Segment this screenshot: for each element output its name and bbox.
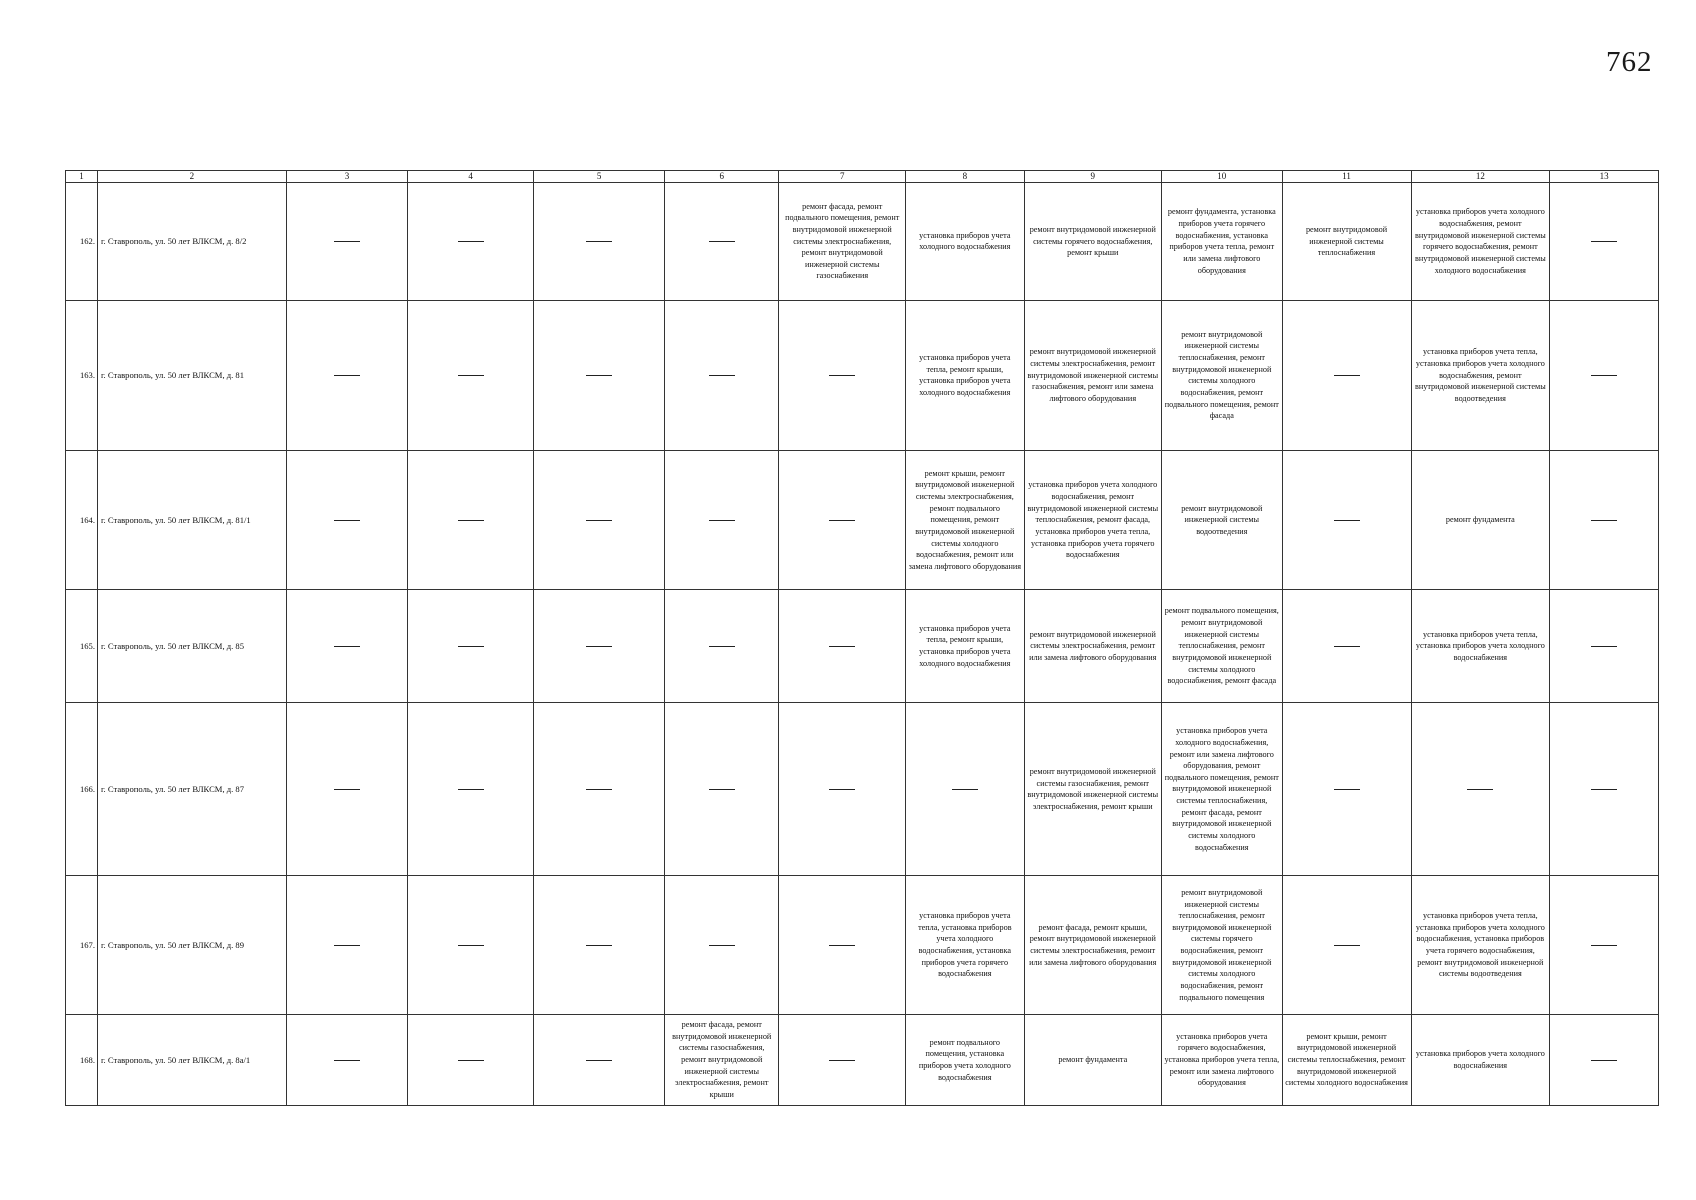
column-header: 8 — [906, 171, 1024, 183]
empty-cell — [779, 703, 906, 876]
dash-mark — [586, 520, 612, 521]
works-cell: ремонт внутридомовой инженерной системы теплоснабжения — [1282, 183, 1411, 300]
empty-cell — [779, 451, 906, 590]
address-cell: г. Ставрополь, ул. 50 лет ВЛКСМ, д. 81 — [97, 300, 286, 451]
empty-cell — [286, 183, 408, 300]
empty-cell — [534, 451, 665, 590]
dash-mark — [1591, 1060, 1617, 1061]
dash-mark — [1591, 241, 1617, 242]
works-table — [65, 170, 1659, 1106]
dash-mark — [709, 646, 735, 647]
dash-mark — [334, 945, 360, 946]
works-cell: ремонт внутридомовой инженерной системы газоснабжения, ремонт внутридомовой инженерной системы электроснабжения, ремонт крыши — [1024, 703, 1162, 876]
works-cell: ремонт внутридомовой инженерной системы горячего водоснабжения, ремонт крыши — [1024, 183, 1162, 300]
dash-mark — [586, 945, 612, 946]
dash-mark — [1334, 520, 1360, 521]
empty-cell — [408, 703, 534, 876]
dash-mark — [586, 646, 612, 647]
column-header: 12 — [1411, 171, 1550, 183]
dash-mark — [829, 375, 855, 376]
row-number: 166. — [66, 703, 98, 876]
empty-cell — [1282, 876, 1411, 1015]
dash-mark — [458, 1060, 484, 1061]
row-number: 168. — [66, 1014, 98, 1105]
works-cell: ремонт фасада, ремонт крыши, ремонт внутридомовой инженерной системы электроснабжения, ремонт или замена лифтового оборудования — [1024, 876, 1162, 1015]
works-cell: установка приборов учета холодного водоснабжения — [906, 183, 1024, 300]
works-cell: установка приборов учета холодного водоснабжения, ремонт внутридомовой инженерной системы теплоснабжения, ремонт фасада, установка приборов учета тепла, установка приборов учета горячего водоснабжения — [1024, 451, 1162, 590]
row-number: 163. — [66, 300, 98, 451]
column-header: 3 — [286, 171, 408, 183]
dash-mark — [458, 520, 484, 521]
empty-cell — [534, 703, 665, 876]
dash-mark — [334, 375, 360, 376]
table-row — [66, 183, 1659, 300]
works-cell: ремонт крыши, ремонт внутридомовой инженерной системы электроснабжения, ремонт подвального помещения, ремонт внутридомовой инженерной системы холодного водоснабжения, ремонт или замена лифтового оборудования — [906, 451, 1024, 590]
row-number: 165. — [66, 589, 98, 702]
empty-cell — [1411, 703, 1550, 876]
dash-mark — [586, 789, 612, 790]
dash-mark — [334, 1060, 360, 1061]
empty-cell — [1550, 300, 1659, 451]
column-header: 11 — [1282, 171, 1411, 183]
empty-cell — [1550, 589, 1659, 702]
works-cell: установка приборов учета тепла, ремонт крыши, установка приборов учета холодного водоснабжения — [906, 589, 1024, 702]
empty-cell — [779, 876, 906, 1015]
dash-mark — [586, 241, 612, 242]
column-header: 10 — [1162, 171, 1282, 183]
address-cell: г. Ставрополь, ул. 50 лет ВЛКСМ, д. 81/1 — [97, 451, 286, 590]
works-cell: установка приборов учета горячего водоснабжения, установка приборов учета тепла, ремонт или замена лифтового оборудования — [1162, 1014, 1282, 1105]
works-cell: установка приборов учета холодного водоснабжения, ремонт внутридомовой инженерной системы горячего водоснабжения, ремонт внутридомовой инженерной системы холодного водоснабжения — [1411, 183, 1550, 300]
dash-mark — [1591, 646, 1617, 647]
empty-cell — [779, 300, 906, 451]
empty-cell — [286, 703, 408, 876]
address-cell: г. Ставрополь, ул. 50 лет ВЛКСМ, д. 8а/1 — [97, 1014, 286, 1105]
empty-cell — [286, 589, 408, 702]
dash-mark — [334, 789, 360, 790]
dash-mark — [709, 520, 735, 521]
dash-mark — [709, 945, 735, 946]
address-cell: г. Ставрополь, ул. 50 лет ВЛКСМ, д. 87 — [97, 703, 286, 876]
empty-cell — [1282, 300, 1411, 451]
table-row — [66, 300, 1659, 451]
works-cell: ремонт крыши, ремонт внутридомовой инженерной системы теплоснабжения, ремонт внутридомовой инженерной системы холодного водоснабжения — [1282, 1014, 1411, 1105]
empty-cell — [906, 703, 1024, 876]
dash-mark — [586, 375, 612, 376]
works-cell: ремонт фундамента — [1024, 1014, 1162, 1105]
empty-cell — [1550, 183, 1659, 300]
row-number: 162. — [66, 183, 98, 300]
empty-cell — [665, 589, 779, 702]
address-cell: г. Ставрополь, ул. 50 лет ВЛКСМ, д. 89 — [97, 876, 286, 1015]
empty-cell — [408, 1014, 534, 1105]
dash-mark — [829, 1060, 855, 1061]
dash-mark — [1591, 789, 1617, 790]
empty-cell — [408, 451, 534, 590]
row-number: 167. — [66, 876, 98, 1015]
empty-cell — [286, 451, 408, 590]
dash-mark — [1334, 945, 1360, 946]
empty-cell — [534, 589, 665, 702]
empty-cell — [408, 589, 534, 702]
works-cell: установка приборов учета холодного водоснабжения — [1411, 1014, 1550, 1105]
dash-mark — [952, 789, 978, 790]
works-cell: ремонт фундамента, установка приборов учета горячего водоснабжения, установка приборов учета тепла, ремонт или замена лифтового оборудования — [1162, 183, 1282, 300]
works-cell: ремонт фасада, ремонт внутридомовой инженерной системы газоснабжения, ремонт внутридомовой инженерной системы электроснабжения, ремонт крыши — [665, 1014, 779, 1105]
dash-mark — [334, 646, 360, 647]
empty-cell — [665, 451, 779, 590]
empty-cell — [408, 876, 534, 1015]
page-number: 762 — [1606, 46, 1653, 78]
dash-mark — [458, 646, 484, 647]
dash-mark — [334, 241, 360, 242]
works-cell: ремонт внутридомовой инженерной системы теплоснабжения, ремонт внутридомовой инженерной системы холодного водоснабжения, ремонт подвального помещения, ремонт фасада — [1162, 300, 1282, 451]
empty-cell — [286, 1014, 408, 1105]
dash-mark — [829, 945, 855, 946]
dash-mark — [709, 789, 735, 790]
dash-mark — [1334, 375, 1360, 376]
dash-mark — [458, 241, 484, 242]
empty-cell — [286, 876, 408, 1015]
works-cell: ремонт фасада, ремонт подвального помещения, ремонт внутридомовой инженерной системы электроснабжения, ремонт внутридомовой инженерной системы газоснабжения — [779, 183, 906, 300]
table-body — [66, 171, 1659, 1106]
empty-cell — [779, 589, 906, 702]
empty-cell — [665, 703, 779, 876]
column-header: 2 — [97, 171, 286, 183]
empty-cell — [665, 300, 779, 451]
empty-cell — [534, 876, 665, 1015]
table-row — [66, 876, 1659, 1015]
works-cell: ремонт внутридомовой инженерной системы электроснабжения, ремонт внутридомовой инженерной системы газоснабжения, ремонт или замена лифтового оборудования — [1024, 300, 1162, 451]
empty-cell — [1550, 703, 1659, 876]
empty-cell — [665, 183, 779, 300]
column-header: 1 — [66, 171, 98, 183]
address-cell: г. Ставрополь, ул. 50 лет ВЛКСМ, д. 85 — [97, 589, 286, 702]
empty-cell — [1282, 451, 1411, 590]
table-row — [66, 703, 1659, 876]
table-row — [66, 589, 1659, 702]
empty-cell — [1550, 1014, 1659, 1105]
empty-cell — [408, 183, 534, 300]
dash-mark — [1591, 520, 1617, 521]
dash-mark — [1467, 789, 1493, 790]
works-cell: установка приборов учета тепла, установка приборов учета холодного водоснабжения, ремонт внутридомовой инженерной системы водоотведения — [1411, 300, 1550, 451]
empty-cell — [534, 300, 665, 451]
dash-mark — [1591, 375, 1617, 376]
empty-cell — [286, 300, 408, 451]
address-cell: г. Ставрополь, ул. 50 лет ВЛКСМ, д. 8/2 — [97, 183, 286, 300]
row-number: 164. — [66, 451, 98, 590]
empty-cell — [779, 1014, 906, 1105]
dash-mark — [1591, 945, 1617, 946]
empty-cell — [1282, 589, 1411, 702]
dash-mark — [1334, 646, 1360, 647]
column-header: 5 — [534, 171, 665, 183]
column-header: 4 — [408, 171, 534, 183]
dash-mark — [586, 1060, 612, 1061]
works-cell: ремонт подвального помещения, установка приборов учета холодного водоснабжения — [906, 1014, 1024, 1105]
works-cell: ремонт фундамента — [1411, 451, 1550, 590]
works-cell: установка приборов учета холодного водоснабжения, ремонт или замена лифтового оборудования, ремонт подвального помещения, ремонт внутридомовой инженерной системы теплоснабжения, ремонт фасада, ремонт внутридомовой инженерной системы холодного водоснабжения — [1162, 703, 1282, 876]
empty-cell — [1550, 876, 1659, 1015]
empty-cell — [534, 1014, 665, 1105]
dash-mark — [709, 375, 735, 376]
empty-cell — [1282, 703, 1411, 876]
dash-mark — [334, 520, 360, 521]
dash-mark — [829, 789, 855, 790]
works-cell: установка приборов учета тепла, установка приборов учета холодного водоснабжения, установка приборов учета горячего водоснабжения, ремонт внутридомовой инженерной системы водоотведения — [1411, 876, 1550, 1015]
works-cell: установка приборов учета тепла, установка приборов учета холодного водоснабжения — [1411, 589, 1550, 702]
dash-mark — [458, 789, 484, 790]
dash-mark — [458, 945, 484, 946]
table-header-row — [66, 171, 1659, 183]
dash-mark — [458, 375, 484, 376]
works-cell: ремонт внутридомовой инженерной системы электроснабжения, ремонт или замена лифтового оборудования — [1024, 589, 1162, 702]
works-cell: установка приборов учета тепла, установка приборов учета холодного водоснабжения, установка приборов учета горячего водоснабжения — [906, 876, 1024, 1015]
dash-mark — [829, 520, 855, 521]
table-row — [66, 451, 1659, 590]
empty-cell — [408, 300, 534, 451]
works-cell: ремонт внутридомовой инженерной системы водоотведения — [1162, 451, 1282, 590]
dash-mark — [1334, 789, 1360, 790]
column-header: 7 — [779, 171, 906, 183]
column-header: 9 — [1024, 171, 1162, 183]
works-cell: ремонт подвального помещения, ремонт внутридомовой инженерной системы теплоснабжения, ремонт внутридомовой инженерной системы холодного водоснабжения, ремонт фасада — [1162, 589, 1282, 702]
empty-cell — [665, 876, 779, 1015]
column-header: 13 — [1550, 171, 1659, 183]
dash-mark — [709, 241, 735, 242]
works-cell: ремонт внутридомовой инженерной системы теплоснабжения, ремонт внутридомовой инженерной системы горячего водоснабжения, ремонт внутридомовой инженерной системы холодного водоснабжения, ремонт подвального помещения — [1162, 876, 1282, 1015]
works-cell: установка приборов учета тепла, ремонт крыши, установка приборов учета холодного водоснабжения — [906, 300, 1024, 451]
column-header: 6 — [665, 171, 779, 183]
dash-mark — [829, 646, 855, 647]
empty-cell — [1550, 451, 1659, 590]
empty-cell — [534, 183, 665, 300]
table-row — [66, 1014, 1659, 1105]
